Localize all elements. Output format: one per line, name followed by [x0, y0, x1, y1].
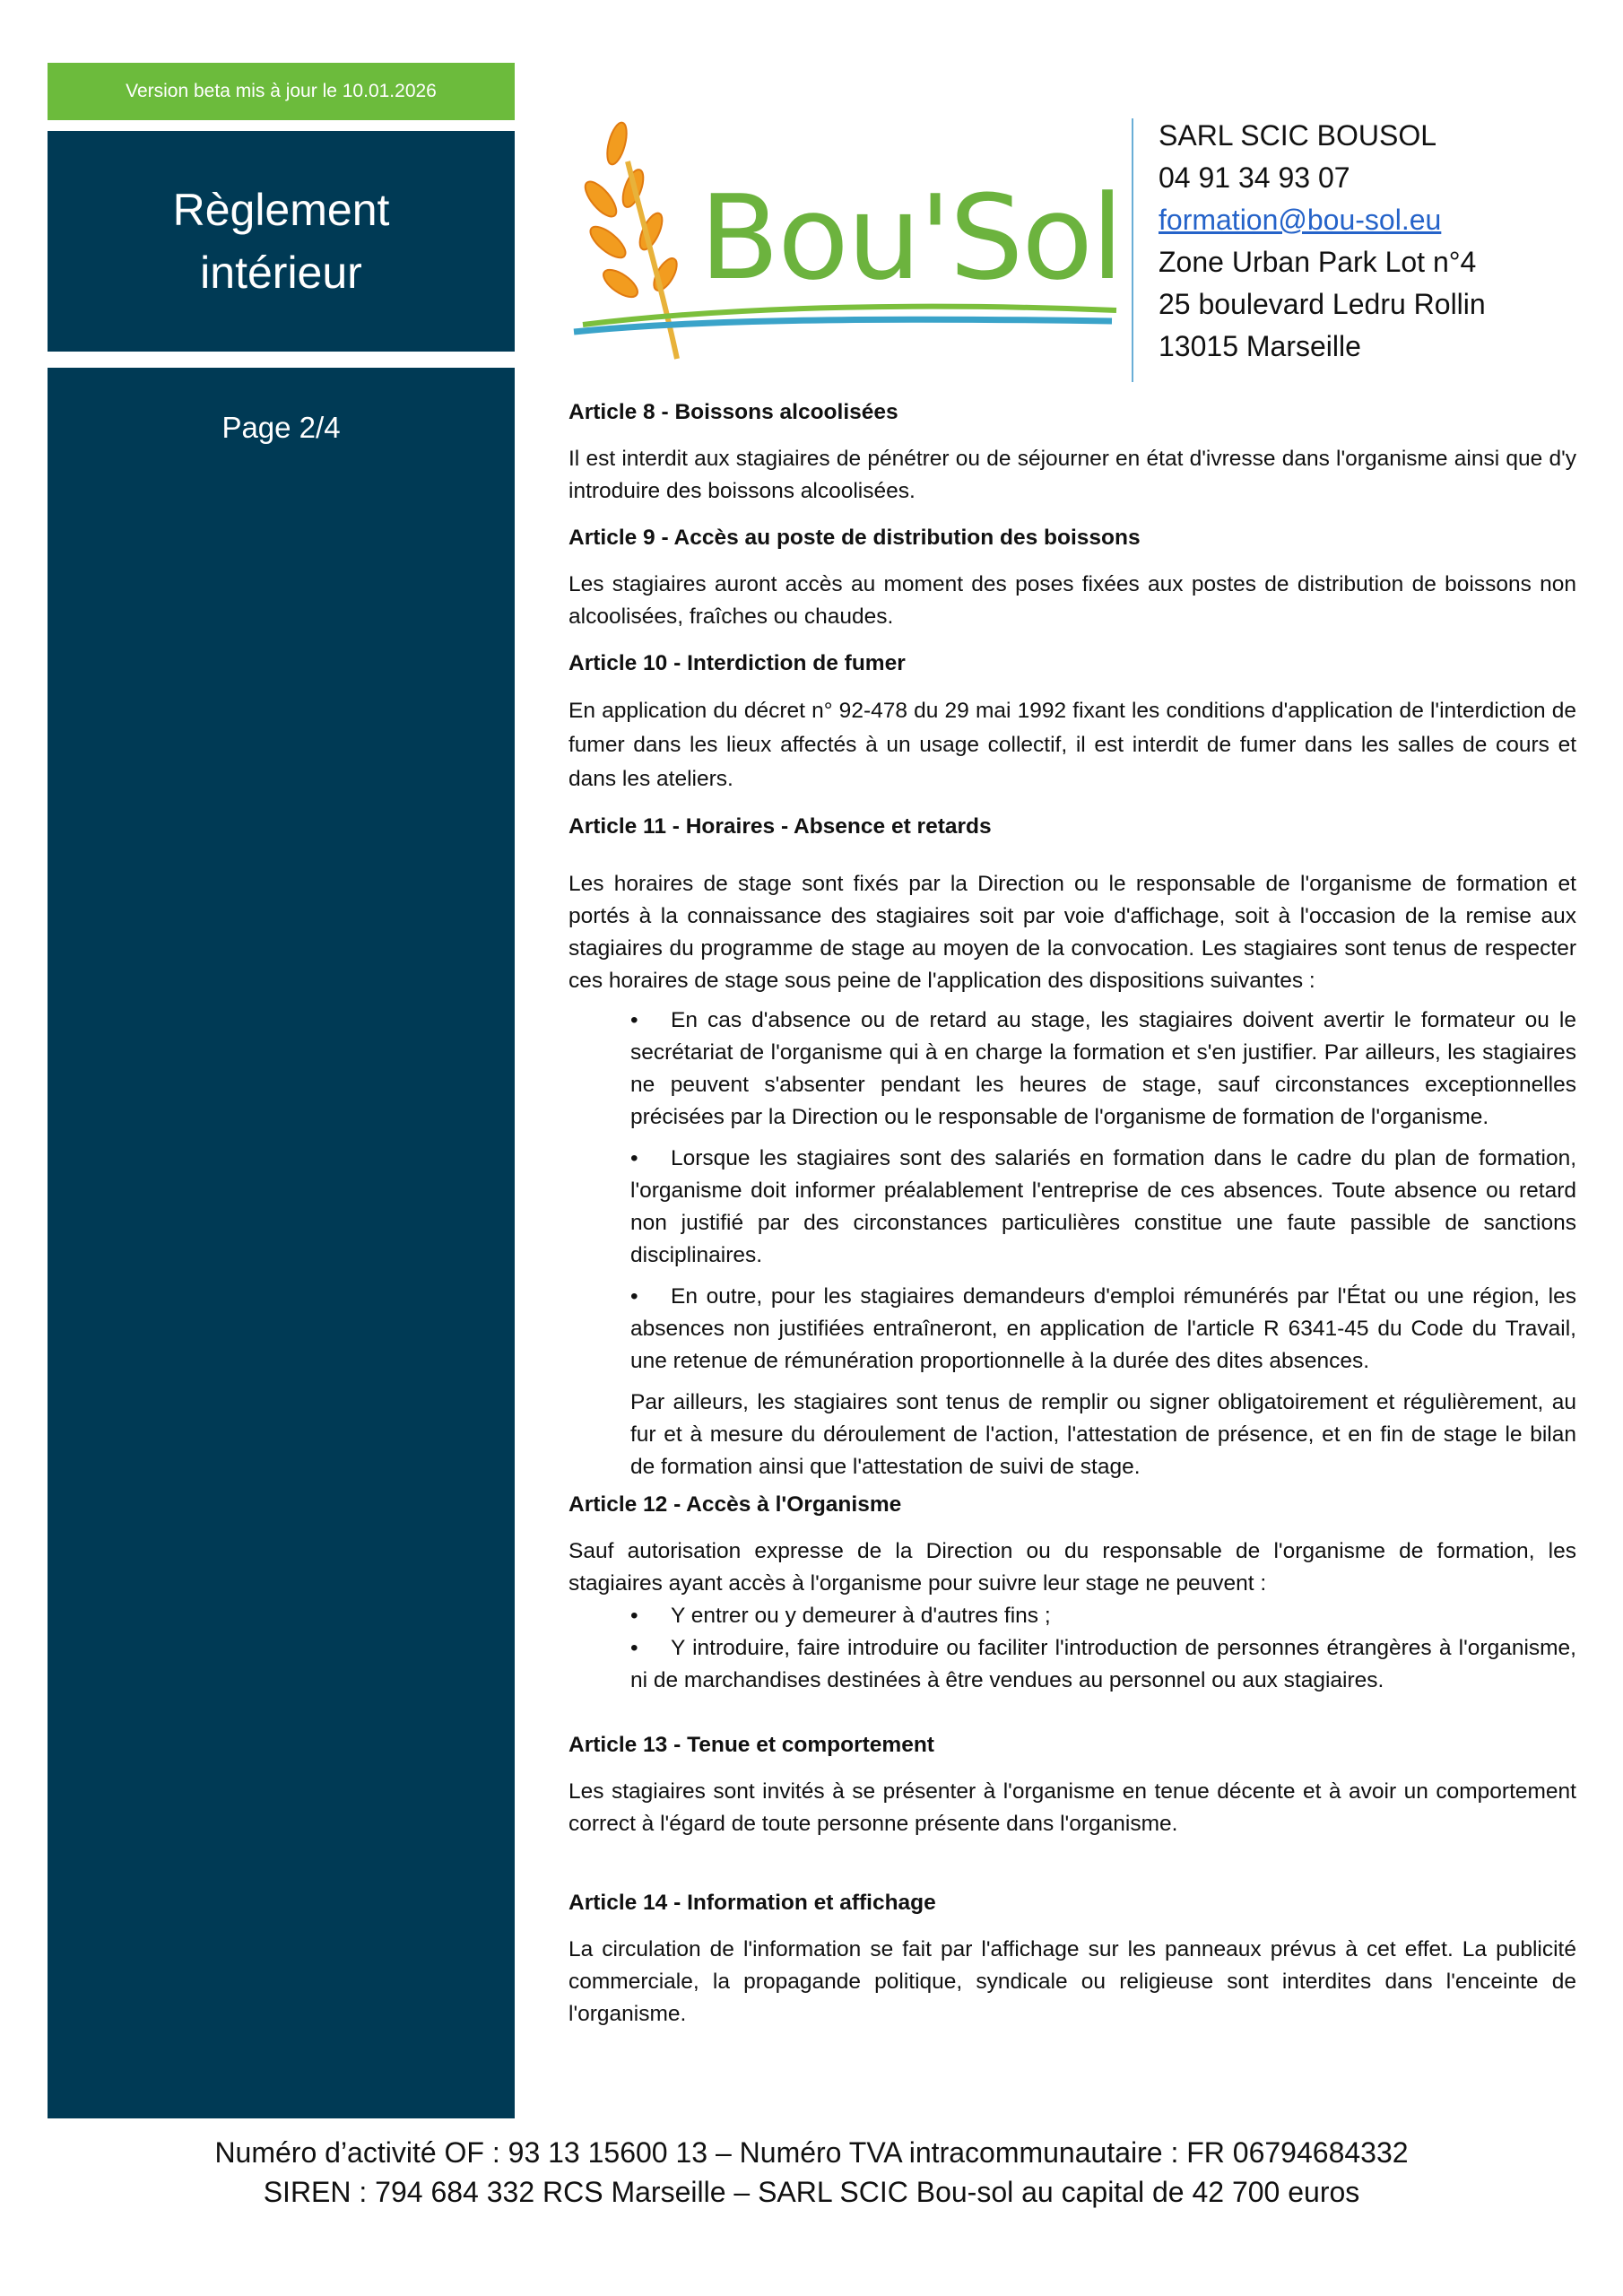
article-12-title: Article 12 - Accès à l'Organisme	[568, 1492, 902, 1517]
document-title-line1: Règlement	[172, 185, 390, 235]
article-11-bullet-3: En outre, pour les stagiaires demandeurs d'emploi rémunérés par l'État ou une région, les absences non justifiées entraîneront, en application de l'article R 6341-45 du Code du Travail, une retenue de rémunération proportionnelle à la durée des dites absences.	[630, 1284, 1576, 1373]
list-item	[630, 1600, 1576, 1632]
bullet-icon: •	[630, 1604, 638, 1628]
logo-wordmark: Bou'Sol	[699, 170, 1123, 306]
article-9-title: Article 9 - Accès au poste de distribution des boissons	[568, 526, 1141, 550]
company-city: 13015 Marseille	[1159, 330, 1361, 362]
article-12-body: Sauf autorisation expresse de la Direction ou du responsable de l'organisme de formation, les stagiaires ayant accès à l'organisme pour suivre leur stage ne peuvent :	[568, 1539, 1576, 1596]
bullet-icon: •	[630, 1008, 638, 1032]
list-item	[630, 1004, 1576, 1134]
document-title-line2: intérieur	[200, 248, 362, 298]
article-12-bullet-1: Y entrer ou y demeurer à d'autres fins ;	[671, 1604, 1051, 1628]
version-banner: Version beta mis à jour le 10.01.2026	[48, 63, 515, 120]
article-10-title: Article 10 - Interdiction de fumer	[568, 651, 906, 675]
article-13-title: Article 13 - Tenue et comportement	[568, 1733, 934, 1757]
company-email-link[interactable]: formation@bou-sol.eu	[1159, 204, 1442, 236]
article-14-title: Article 14 - Information et affichage	[568, 1891, 936, 1915]
sidebar-column	[48, 368, 515, 2118]
company-address-line2: 25 boulevard Ledru Rollin	[1159, 288, 1486, 320]
article-11-bullet-1: En cas d'absence ou de retard au stage, les stagiaires doivent avertir le formateur ou le secrétariat de l'organisme qui à en charge la formation et s'en justifier. Par ailleurs, les stagiaires ne peuvent s'absenter pendant les heures de stage, sauf circonstances exceptionnelles précisées par la Direction ou le responsable de l'organisme de formation de l'organisme.	[630, 1008, 1576, 1129]
article-13-body: Les stagiaires sont invités à se présenter à l'organisme en tenue décente et à avoir un comportement correct à l'égard de toute personne présente dans l'organisme.	[568, 1779, 1576, 1836]
article-9-body: Les stagiaires auront accès au moment des poses fixées aux postes de distribution de boissons non alcoolisées, fraîches ou chaudes.	[568, 572, 1576, 629]
bullet-icon: •	[630, 1146, 638, 1170]
company-address-line1: Zone Urban Park Lot n°4	[1159, 246, 1477, 278]
article-12-bullet-2: Y introduire, faire introduire ou faciliter l'introduction de personnes étrangères à l'organisme, ni de marchandises destinées à être vendues au personnel ou aux stagiaires.	[630, 1636, 1576, 1692]
list-item	[630, 1143, 1576, 1272]
article-11-bullet-2: Lorsque les stagiaires sont des salariés en formation dans le cadre du plan de formation, l'organisme doit informer préalablement l'entreprise de ces absences. Toute absence ou retard non justifié par des circonstances particulières constitue une faute passible de sanctions disciplinaires.	[630, 1146, 1576, 1267]
document-content	[568, 396, 1576, 2031]
company-name: SARL SCIC BOUSOL	[1159, 119, 1437, 152]
bullet-icon: •	[630, 1284, 638, 1309]
article-8-body: Il est interdit aux stagiaires de pénétrer ou de séjourner en état d'ivresse dans l'organisme ainsi que d'y introduire des boissons alcoolisées.	[568, 447, 1576, 503]
article-11-title: Article 11 - Horaires - Absence et retards	[568, 814, 992, 839]
document-title-box	[48, 131, 515, 352]
article-11-closing: Par ailleurs, les stagiaires sont tenus de remplir ou signer obligatoirement et régulièrement, au fur et à mesure du déroulement de l'action, l'attestation de présence, et en fin de stage le bilan de formation ainsi que l'attestation de suivi de stage.	[630, 1390, 1576, 1479]
footer-line1: Numéro d’activité OF : 93 13 15600 13 – Numéro TVA intracommunautaire : FR 06794684332	[214, 2136, 1409, 2169]
list-item	[630, 1632, 1576, 1697]
page-footer	[0, 2133, 1623, 2212]
article-14-body: La circulation de l'information se fait par l'affichage sur les panneaux prévus à cet effet. La publicité commerciale, la propagande politique, syndicale ou religieuse sont interdites dans l'enceinte de l'organisme.	[568, 1937, 1576, 2026]
footer-line2: SIREN : 794 684 332 RCS Marseille – SARL SCIC Bou-sol au capital de 42 700 euros	[263, 2176, 1360, 2208]
list-item	[630, 1281, 1576, 1378]
article-11-body: Les horaires de stage sont fixés par la Direction ou le responsable de l'organisme de formation et portés à la connaissance des stagiaires soit par voie d'affichage, soit à l'occasion de la remise aux stagiaires du programme de stage au moyen de la convocation. Les stagiaires sont tenus de respecter ces horaires de stage sous peine de l'application des dispositions suivantes :	[568, 872, 1576, 993]
header-divider	[1132, 118, 1133, 382]
article-8-title: Article 8 - Boissons alcoolisées	[568, 400, 898, 424]
page-number: Page 2/4	[221, 411, 341, 444]
company-phone: 04 91 34 93 07	[1159, 161, 1350, 194]
bullet-icon: •	[630, 1636, 638, 1660]
article-10-body: En application du décret n° 92-478 du 29 mai 1992 fixant les conditions d'application de l'interdiction de fumer dans les lieux affectés à un usage collectif, il est interdit de fumer dans les salles de cours et dans les ateliers.	[568, 699, 1576, 791]
company-info	[1159, 115, 1486, 368]
